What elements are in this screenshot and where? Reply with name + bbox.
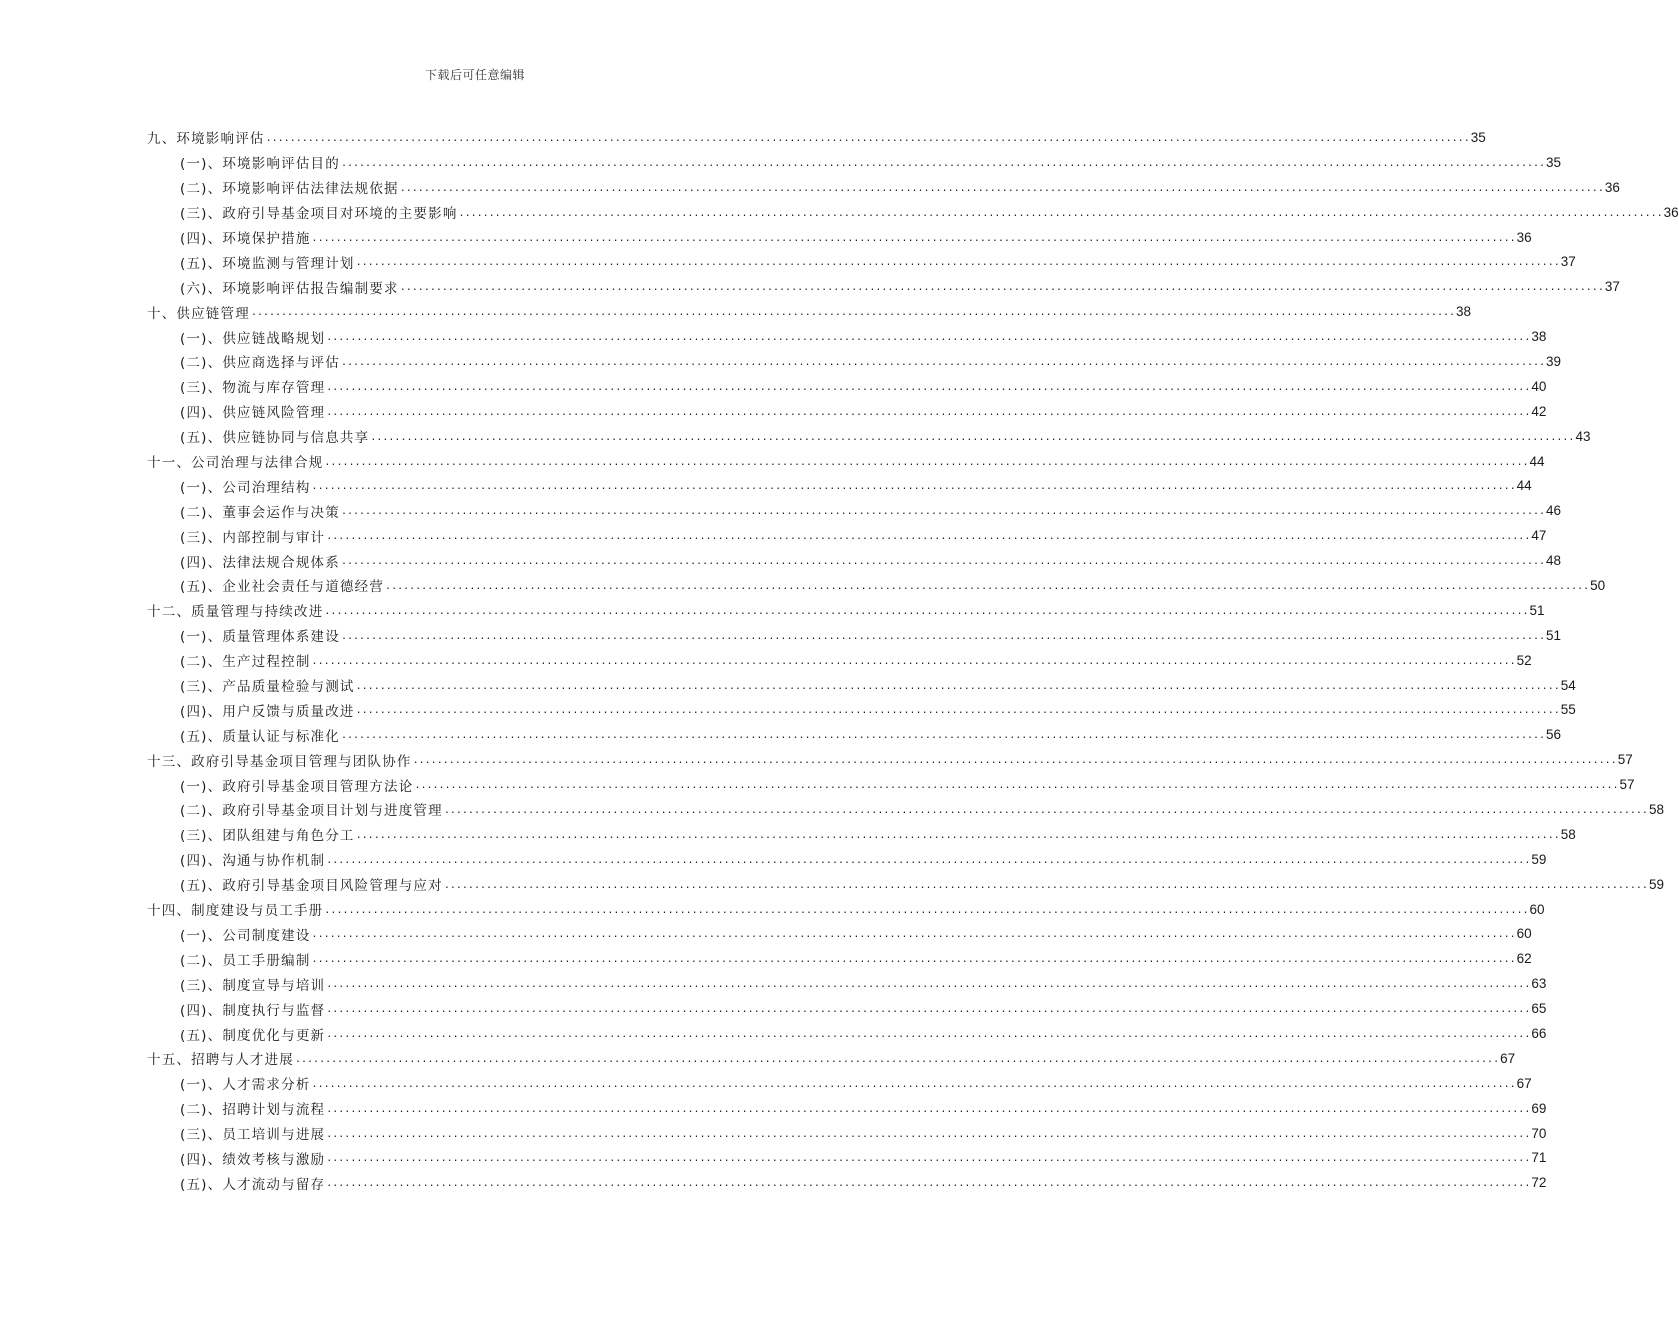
toc-section-entry[interactable] — [147, 922, 1532, 947]
toc-entry-title: (三)、产品质量检验与测试 — [180, 679, 355, 696]
toc-leader-dots: ........................................................................................................................................................................................................ — [326, 1103, 1531, 1115]
toc-leader-dots: ........................................................................................................................................................................................................ — [326, 854, 1531, 866]
toc-chapter-entry[interactable] — [147, 299, 1472, 324]
toc-entry-title: (一)、环境影响评估目的 — [180, 156, 340, 173]
toc-page-number: 35 — [1546, 154, 1562, 170]
toc-page-number: 66 — [1531, 1026, 1547, 1041]
toc-chapter-entry[interactable] — [147, 449, 1545, 474]
table-of-contents — [147, 125, 1679, 1195]
toc-leader-dots: ........................................................................................................................................................................................................ — [370, 431, 1575, 443]
toc-page-number: 54 — [1560, 677, 1576, 693]
toc-page-number: 36 — [1663, 204, 1679, 220]
toc-page-number: 39 — [1546, 353, 1562, 369]
toc-leader-dots: ........................................................................................................................................................................................................ — [311, 929, 1516, 941]
toc-entry-title: (一)、公司制度建设 — [180, 927, 311, 944]
toc-section-entry[interactable] — [147, 1146, 1547, 1171]
toc-entry-title: (三)、物流与库存管理 — [180, 380, 326, 397]
toc-entry-title: (五)、质量认证与标准化 — [180, 728, 340, 745]
toc-leader-dots: ........................................................................................................................................................................................................ — [326, 332, 1531, 344]
toc-page-number: 38 — [1531, 329, 1547, 345]
toc-leader-dots: ........................................................................................................................................................................................................ — [326, 979, 1531, 991]
toc-entry-title: (二)、政府引导基金项目计划与进度管理 — [180, 803, 443, 820]
toc-section-entry[interactable] — [147, 1021, 1547, 1046]
toc-entry-title: (五)、企业社会责任与道德经营 — [180, 579, 385, 596]
toc-leader-dots: ........................................................................................................................................................................................................ — [324, 605, 1529, 617]
toc-page-number: 48 — [1546, 553, 1562, 569]
toc-leader-dots: ........................................................................................................................................................................................................ — [326, 1178, 1531, 1190]
toc-section-entry[interactable] — [147, 1121, 1547, 1146]
toc-page-number: 44 — [1529, 453, 1545, 469]
toc-leader-dots: ........................................................................................................................................................................................................ — [340, 506, 1546, 518]
toc-section-entry[interactable] — [147, 523, 1547, 548]
toc-leader-dots: ........................................................................................................................................................................................................ — [399, 182, 1604, 194]
toc-section-entry[interactable] — [147, 797, 1664, 822]
toc-leader-dots: ........................................................................................................................................................................................................ — [340, 730, 1546, 742]
toc-page-number: 43 — [1575, 428, 1591, 444]
toc-page-number: 67 — [1500, 1050, 1516, 1066]
toc-page-number: 67 — [1516, 1075, 1532, 1091]
toc-entry-title: (二)、供应商选择与评估 — [180, 355, 340, 372]
toc-entry-title: (三)、团队组建与角色分工 — [180, 828, 355, 845]
toc-entry-title: (一)、公司治理结构 — [180, 479, 311, 496]
toc-entry-title: (四)、绩效考核与激励 — [180, 1151, 326, 1168]
toc-leader-dots: ........................................................................................................................................................................................................ — [443, 879, 1648, 891]
toc-page-number: 51 — [1546, 627, 1562, 643]
toc-entry-title: (二)、生产过程控制 — [180, 654, 311, 671]
toc-page-number: 35 — [1470, 129, 1486, 145]
toc-leader-dots: ........................................................................................................................................................................................................ — [295, 1053, 1500, 1065]
toc-page-number: 36 — [1604, 179, 1620, 195]
toc-leader-dots: ........................................................................................................................................................................................................ — [340, 157, 1546, 169]
toc-entry-title: (二)、董事会运作与决策 — [180, 504, 340, 521]
toc-section-entry[interactable] — [147, 971, 1547, 996]
toc-page-number: 44 — [1516, 478, 1532, 494]
toc-section-entry[interactable] — [147, 1071, 1532, 1096]
toc-page-number: 62 — [1516, 951, 1532, 967]
toc-section-entry[interactable] — [147, 946, 1532, 971]
toc-leader-dots: ........................................................................................................................................................................................................ — [355, 257, 1560, 269]
toc-page-number: 46 — [1546, 503, 1562, 519]
toc-entry-title: (三)、制度宣导与培训 — [180, 977, 326, 994]
toc-leader-dots: ........................................................................................................................................................................................................ — [326, 1128, 1531, 1140]
toc-chapter-entry[interactable] — [147, 897, 1545, 922]
toc-section-entry[interactable] — [147, 996, 1547, 1021]
toc-section-entry[interactable] — [147, 150, 1562, 175]
toc-section-entry[interactable] — [147, 473, 1532, 498]
toc-section-entry[interactable] — [147, 498, 1562, 523]
toc-section-entry[interactable] — [147, 175, 1620, 200]
toc-leader-dots: ........................................................................................................................................................................................................ — [340, 556, 1546, 568]
toc-page-number: 70 — [1531, 1125, 1547, 1141]
toc-page-number: 50 — [1590, 577, 1606, 593]
toc-page-number: 59 — [1531, 851, 1547, 867]
toc-page-number: 37 — [1604, 279, 1620, 295]
toc-section-entry[interactable] — [147, 573, 1606, 598]
page-header: 下载后可任意编辑 — [424, 68, 525, 82]
toc-leader-dots: ........................................................................................................................................................................................................ — [326, 1004, 1531, 1016]
toc-entry-title: (五)、制度优化与更新 — [180, 1027, 326, 1044]
toc-entry-title: (五)、人才流动与留存 — [180, 1176, 326, 1193]
toc-section-entry[interactable] — [147, 673, 1576, 698]
toc-section-entry[interactable] — [147, 772, 1635, 797]
toc-section-entry[interactable] — [147, 847, 1547, 872]
toc-leader-dots: ........................................................................................................................................................................................................ — [311, 1078, 1516, 1090]
toc-leader-dots: ........................................................................................................................................................................................................ — [324, 904, 1529, 916]
toc-entry-title: (四)、环境保护措施 — [180, 231, 311, 247]
toc-leader-dots: ........................................................................................................................................................................................................ — [311, 954, 1516, 966]
toc-chapter-entry[interactable] — [147, 1046, 1516, 1071]
toc-leader-dots: ........................................................................................................................................................................................................ — [326, 531, 1531, 543]
toc-entry-title: (二)、招聘计划与流程 — [180, 1102, 326, 1119]
toc-chapter-entry[interactable] — [147, 598, 1545, 623]
toc-leader-dots: ........................................................................................................................................................................................................ — [340, 630, 1546, 642]
toc-leader-dots: ........................................................................................................................................................................................................ — [399, 282, 1604, 294]
toc-entry-title: (二)、员工手册编制 — [180, 952, 311, 969]
toc-leader-dots: ........................................................................................................................................................................................................ — [250, 307, 1456, 319]
toc-page-number: 60 — [1529, 901, 1545, 917]
toc-section-entry[interactable] — [147, 399, 1547, 424]
toc-page-number: 59 — [1648, 876, 1664, 892]
toc-entry-title: (一)、人才需求分析 — [180, 1077, 311, 1094]
toc-section-entry[interactable] — [147, 548, 1562, 573]
toc-entry-title: 十五、招聘与人才进展 — [147, 1052, 294, 1069]
toc-leader-dots: ........................................................................................................................................................................................................ — [458, 207, 1663, 219]
toc-leader-dots: ........................................................................................................................................................................................................ — [340, 356, 1546, 368]
toc-leader-dots: ........................................................................................................................................................................................................ — [326, 1029, 1531, 1040]
toc-section-entry[interactable] — [147, 324, 1547, 349]
toc-page-number: 65 — [1531, 1001, 1547, 1017]
toc-page-number: 69 — [1531, 1100, 1547, 1116]
toc-entry-title: 九、环境影响评估 — [147, 131, 265, 148]
toc-page-number: 51 — [1529, 602, 1545, 618]
toc-leader-dots: ........................................................................................................................................................................................................ — [355, 705, 1560, 717]
toc-entry-title: (一)、政府引导基金项目管理方法论 — [180, 778, 414, 795]
toc-entry-title: (一)、供应链战略规划 — [180, 330, 326, 347]
toc-section-entry[interactable] — [147, 648, 1532, 673]
toc-entry-title: 十四、制度建设与员工手册 — [147, 903, 324, 920]
toc-entry-title: (一)、质量管理体系建设 — [180, 629, 340, 646]
toc-section-entry[interactable] — [147, 200, 1679, 225]
toc-entry-title: (五)、环境监测与管理计划 — [180, 255, 355, 272]
toc-chapter-entry[interactable] — [147, 125, 1486, 150]
toc-section-entry[interactable] — [147, 374, 1547, 399]
toc-leader-dots: ........................................................................................................................................................................................................ — [265, 132, 1470, 144]
toc-entry-title: (三)、政府引导基金项目对环境的主要影响 — [180, 206, 458, 223]
toc-section-entry[interactable] — [147, 697, 1576, 722]
toc-entry-title: (四)、供应链风险管理 — [180, 405, 326, 422]
toc-leader-dots: ........................................................................................................................................................................................................ — [326, 381, 1531, 393]
toc-section-entry[interactable] — [147, 722, 1562, 747]
toc-section-entry[interactable] — [147, 623, 1562, 648]
toc-entry-title: (五)、政府引导基金项目风险管理与应对 — [180, 878, 443, 895]
toc-section-entry[interactable] — [147, 249, 1576, 274]
toc-page-number: 72 — [1531, 1175, 1547, 1191]
toc-page-number: 58 — [1648, 801, 1664, 817]
toc-entry-title: 十一、公司治理与法律合规 — [147, 455, 324, 472]
toc-section-entry[interactable] — [147, 225, 1532, 250]
toc-leader-dots: ........................................................................................................................................................................................................ — [412, 755, 1617, 767]
toc-entry-title: 十二、质量管理与持续改进 — [147, 604, 324, 621]
toc-entry-title: (二)、环境影响评估法律法规依据 — [180, 181, 399, 198]
toc-page-number: 42 — [1531, 403, 1547, 419]
toc-page-number: 58 — [1560, 826, 1576, 842]
toc-page-number: 60 — [1516, 926, 1532, 942]
toc-page-number: 71 — [1531, 1150, 1547, 1166]
toc-leader-dots: ........................................................................................................................................................................................................ — [443, 804, 1648, 816]
toc-page-number: 57 — [1619, 777, 1635, 793]
toc-page-number: 56 — [1546, 727, 1562, 743]
toc-entry-title: (四)、沟通与协作机制 — [180, 853, 326, 870]
toc-leader-dots: ........................................................................................................................................................................................................ — [324, 456, 1529, 468]
toc-page-number: 40 — [1531, 378, 1547, 394]
toc-leader-dots: ........................................................................................................................................................................................................ — [311, 481, 1516, 493]
toc-chapter-entry[interactable] — [147, 747, 1633, 772]
toc-section-entry[interactable] — [147, 349, 1562, 374]
toc-section-entry[interactable] — [147, 1170, 1547, 1195]
toc-entry-title: 十三、政府引导基金项目管理与团队协作 — [147, 753, 412, 770]
toc-leader-dots: ........................................................................................................................................................................................................ — [326, 406, 1531, 418]
toc-entry-title: 十、供应链管理 — [147, 305, 250, 322]
toc-page-number: 38 — [1456, 304, 1472, 320]
toc-section-entry[interactable] — [147, 822, 1576, 847]
toc-entry-title: (三)、员工培训与进展 — [180, 1127, 326, 1144]
toc-leader-dots: ........................................................................................................................................................................................................ — [355, 829, 1560, 841]
toc-entry-title: (五)、供应链协同与信息共享 — [180, 430, 370, 447]
toc-page-number: 36 — [1516, 229, 1532, 245]
toc-page-number: 47 — [1531, 528, 1547, 544]
toc-section-entry[interactable] — [147, 1096, 1547, 1121]
toc-page-number: 55 — [1560, 702, 1576, 718]
toc-entry-title: (四)、用户反馈与质量改进 — [180, 703, 355, 720]
toc-page-number: 37 — [1560, 254, 1576, 270]
toc-leader-dots: ........................................................................................................................................................................................................ — [311, 655, 1516, 667]
toc-section-entry[interactable] — [147, 274, 1620, 299]
toc-section-entry[interactable] — [147, 872, 1664, 897]
toc-section-entry[interactable] — [147, 424, 1591, 449]
toc-page-number: 52 — [1516, 652, 1532, 668]
toc-page-number: 63 — [1531, 976, 1547, 992]
toc-entry-title: (六)、环境影响评估报告编制要求 — [180, 280, 399, 297]
toc-entry-title: (四)、法律法规合规体系 — [180, 554, 340, 571]
toc-page-number: 57 — [1617, 752, 1633, 768]
toc-leader-dots: ........................................................................................................................................................................................................ — [311, 232, 1516, 244]
toc-leader-dots: ........................................................................................................................................................................................................ — [326, 1153, 1531, 1165]
toc-entry-title: (四)、制度执行与监督 — [180, 1002, 326, 1019]
toc-leader-dots: ........................................................................................................................................................................................................ — [414, 780, 1619, 792]
toc-leader-dots: ........................................................................................................................................................................................................ — [385, 580, 1590, 592]
toc-leader-dots: ........................................................................................................................................................................................................ — [355, 680, 1560, 692]
toc-entry-title: (三)、内部控制与审计 — [180, 529, 326, 546]
